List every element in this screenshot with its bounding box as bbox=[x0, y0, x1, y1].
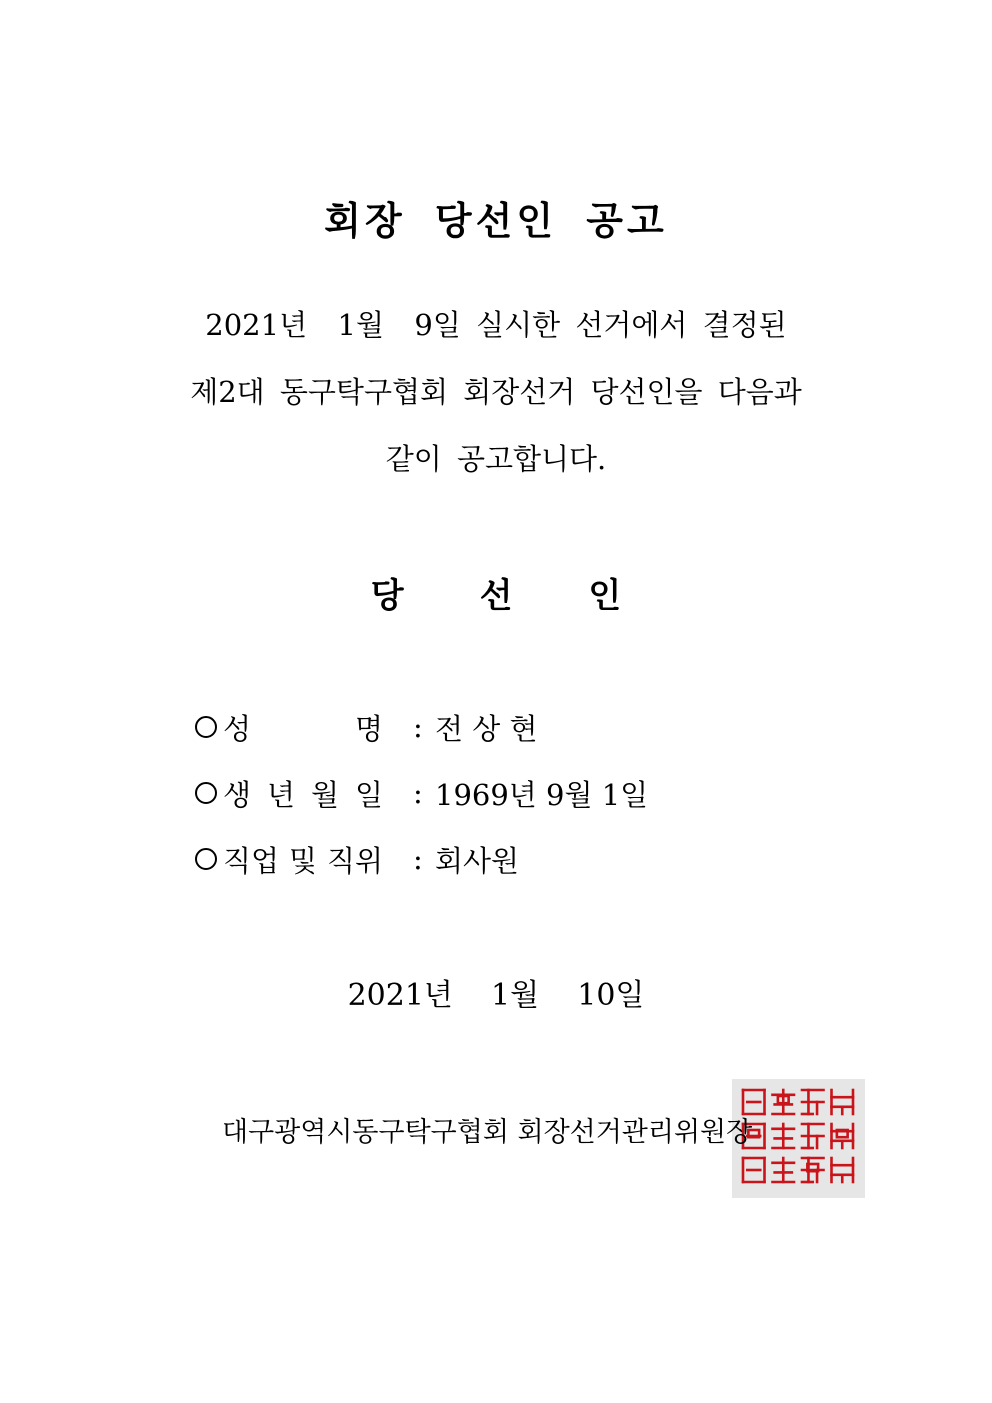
label-char: 명 bbox=[354, 711, 383, 746]
section-heading-char: 당 bbox=[370, 576, 404, 616]
label-char: 직위 bbox=[326, 843, 383, 878]
info-label bbox=[223, 773, 413, 814]
info-row-birthdate bbox=[195, 773, 648, 813]
info-label bbox=[223, 839, 413, 880]
info-colon: : bbox=[413, 710, 423, 744]
label-char: 및 bbox=[288, 843, 317, 878]
info-value: 1969년 9월 1일 bbox=[435, 777, 649, 812]
circle-bullet-icon bbox=[195, 716, 217, 738]
section-heading bbox=[0, 568, 992, 617]
circle-bullet-icon bbox=[195, 848, 217, 870]
info-label bbox=[223, 707, 413, 748]
label-char: 성 bbox=[223, 711, 252, 746]
issuer-name: 대구광역시동구탁구협회 회장선거관리위원장 bbox=[222, 1117, 753, 1148]
document-title: 회장 당선인 공고 bbox=[324, 198, 668, 243]
info-value: 전 상 현 bbox=[435, 711, 538, 746]
label-char: 생 bbox=[223, 777, 252, 812]
circle-bullet-icon bbox=[195, 782, 217, 804]
intro-line-2: 제2대 동구탁구협회 회장선거 당선인을 다음과 bbox=[190, 375, 802, 409]
info-colon: : bbox=[413, 842, 423, 876]
info-colon: : bbox=[413, 776, 423, 810]
label-char: 년 bbox=[266, 777, 295, 812]
document-date: 2021년 1월 10일 bbox=[347, 978, 645, 1013]
info-value: 회사원 bbox=[435, 843, 520, 878]
section-heading-char: 선 bbox=[479, 576, 513, 616]
info-row-occupation bbox=[195, 839, 519, 879]
info-row-name bbox=[195, 707, 537, 747]
label-char: 월 bbox=[310, 777, 339, 812]
intro-line-3: 같이 공고합니다. bbox=[385, 442, 607, 476]
section-heading-char: 인 bbox=[588, 576, 622, 616]
intro-line-1: 2021년 1월 9일 실시한 선거에서 결정된 bbox=[205, 308, 787, 342]
label-char: 직업 bbox=[223, 843, 280, 878]
label-char: 일 bbox=[354, 777, 383, 812]
